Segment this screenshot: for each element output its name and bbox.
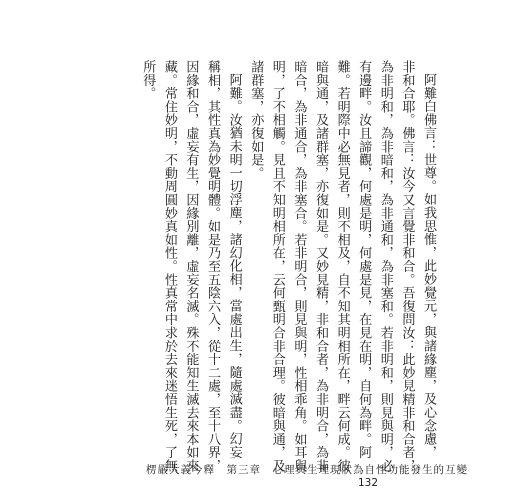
text-column: 阿難白佛言：世尊。如我思惟，此妙覺元，與諸緣塵，及心念慮， [421,73,436,459]
text-column: 為非明和，為非暗和，為非通和，為非塞和。若非明和，則見與明，必 [377,60,393,473]
text-column: 有邊畔。汝且諦觀，何處是明，何處是見，在見在明，自何為畔。阿 [356,60,372,459]
text-column: 所得。 [140,60,156,100]
text-column: 難。若明際中必無見者，則不相及，自不知其明相所在，畔云何成。彼 [334,60,350,473]
page-number: 132 [358,477,379,489]
text-column: 非和合耶。佛言：汝今又言覺非和合。吾復問汝：此妙見精非和合者， [399,60,415,473]
running-footer-title: 楞嚴大義今釋 第三章 心理與生理現狀為自性功能發生的互變 [146,464,468,476]
text-column: 暗合，為非通合，為非塞合。若非明合，則見與明，性相乖角。如耳與 [291,60,307,473]
text-column: 諸群塞，亦復如是。 [248,60,264,180]
text-column: 稱相，其性真為妙覺明體。如是乃至五陰六入，從十二處，至十八界， [205,60,221,473]
text-column: 因緣和合，虛妄有生，因緣別離，虛妄名滅。殊不能知生滅去來本如來 [183,60,199,473]
text-column: 阿難。汝猶未明一切浮塵，諸幻化相，當處出生，隨處滅盡。幻妄 [226,73,242,459]
text-column: 明，了不相觸。見且不知明相所在，云何甄明合非合理。彼暗與通，及 [269,60,285,473]
text-column: 暗與通，及諸群塞，亦復如是。又妙見精，非和合者，為非明合，為非 [313,60,329,473]
text-column: 藏。常住妙明，不動周圓妙真如性。性真常中求於去來迷悟生死，了無 [161,60,177,473]
